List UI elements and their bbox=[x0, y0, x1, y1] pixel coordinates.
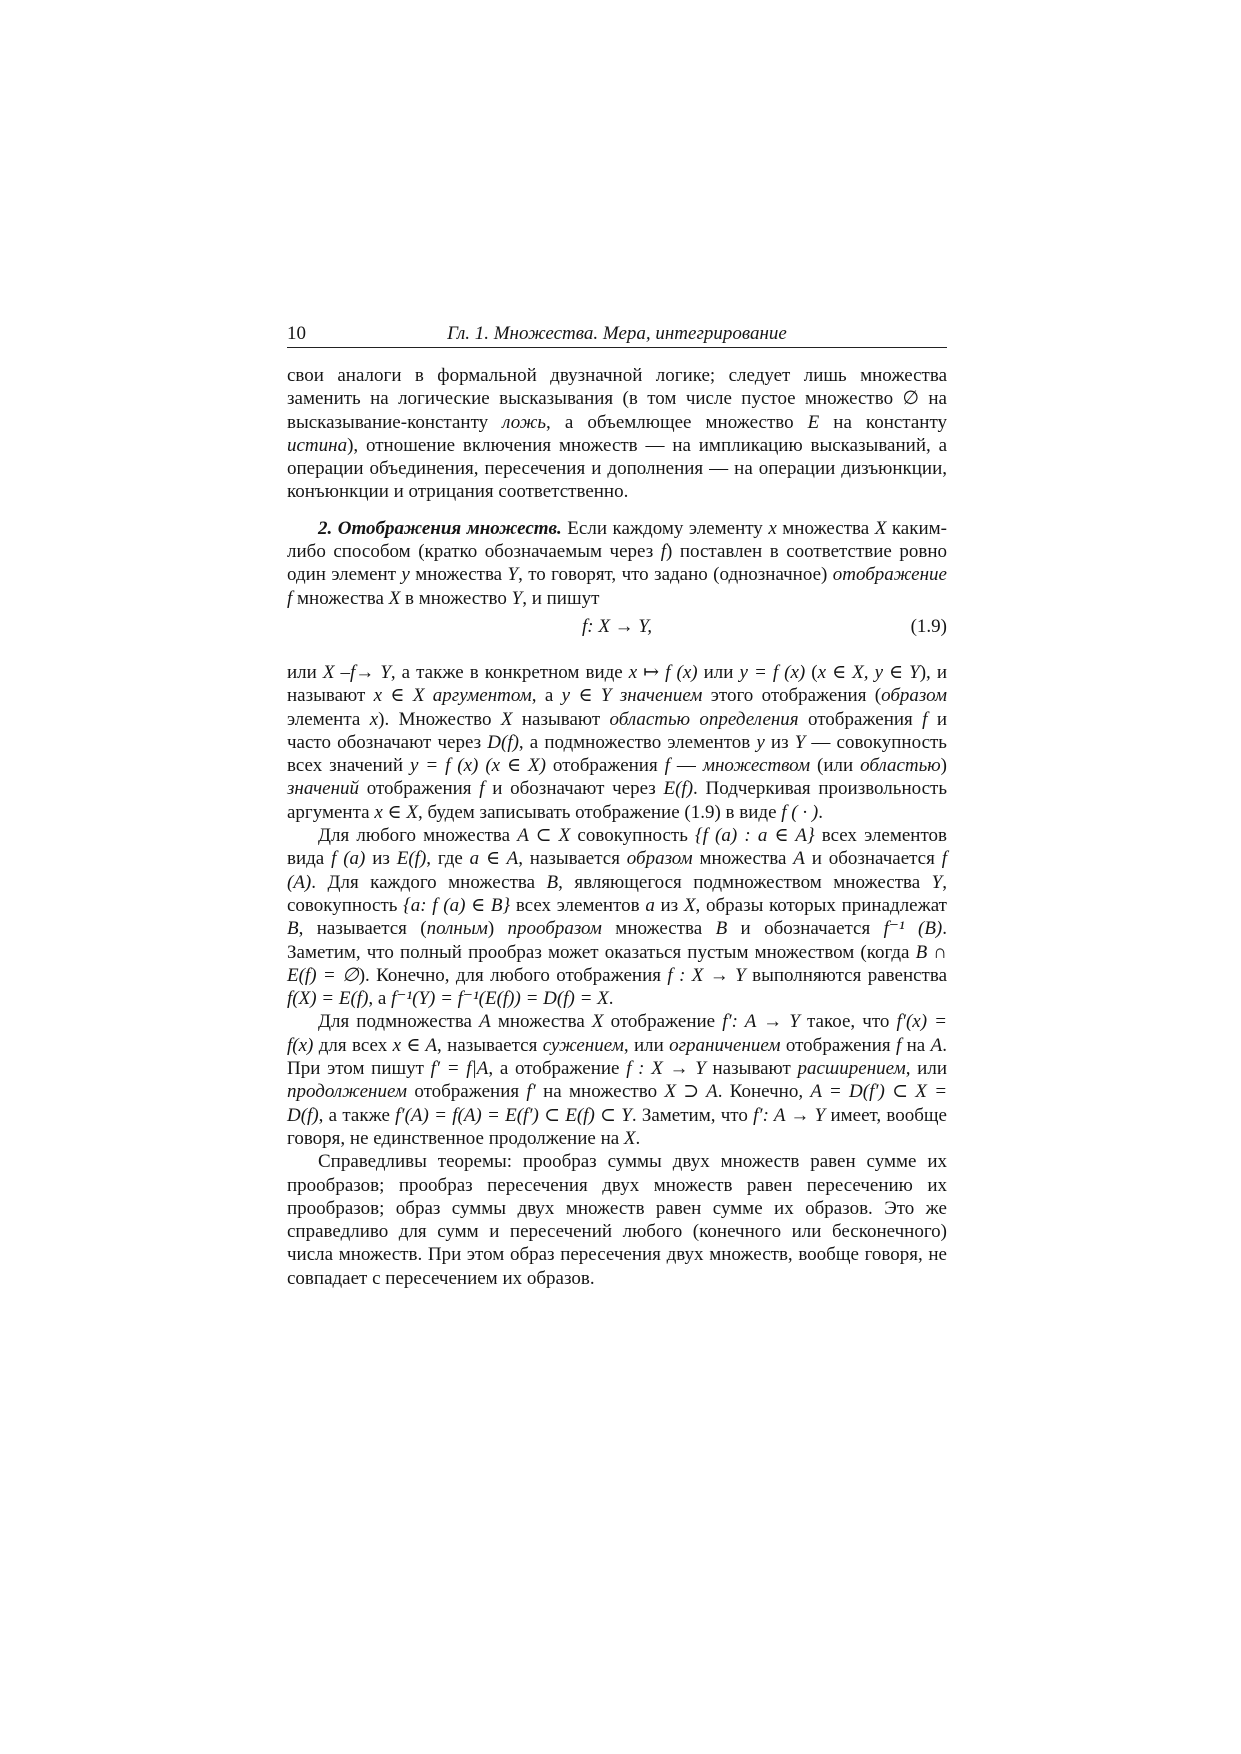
italic-term: x ∈ X bbox=[373, 685, 425, 707]
text-run: отображение bbox=[603, 1011, 723, 1033]
text-run: — совокупность всех значений bbox=[287, 731, 947, 777]
text-run: отображения bbox=[407, 1081, 527, 1103]
italic-term: B bbox=[287, 918, 299, 940]
text-run: всех элементов вида bbox=[287, 825, 947, 870]
text-run: . bbox=[818, 801, 823, 823]
text-run: , а bbox=[368, 988, 392, 1010]
italic-term: Y bbox=[931, 871, 943, 893]
text-run: отображения bbox=[359, 778, 480, 800]
text-run: Для любого множества bbox=[318, 825, 518, 847]
text-run: из bbox=[365, 848, 397, 870]
italic-term: f′: A → Y bbox=[722, 1011, 800, 1033]
text-run: Если каждому элементу bbox=[561, 517, 769, 539]
text-run: отображения bbox=[780, 1034, 896, 1056]
italic-term: ограничением bbox=[669, 1034, 781, 1056]
italic-term: A ⊂ X bbox=[517, 825, 571, 847]
italic-term: отображение bbox=[832, 564, 947, 586]
text-run: . bbox=[608, 988, 614, 1010]
italic-term: значением bbox=[619, 685, 703, 707]
text-run: (или bbox=[810, 755, 861, 777]
italic-term: областью bbox=[860, 755, 941, 777]
text-run: , или bbox=[905, 1058, 947, 1080]
italic-term: f : X → Y bbox=[626, 1058, 706, 1080]
italic-term: f ( · ) bbox=[781, 801, 819, 823]
italic-term: f (A) bbox=[287, 848, 947, 893]
text-run: , называется bbox=[518, 848, 627, 870]
text-run: , а bbox=[531, 685, 562, 707]
paragraph-theorems bbox=[287, 1150, 947, 1290]
text-run: и часто обозначают через bbox=[287, 708, 947, 753]
italic-term: a ∈ A bbox=[469, 848, 519, 870]
italic-term: образом bbox=[626, 848, 693, 870]
italic-term: E(f) bbox=[396, 848, 427, 870]
italic-term: полным bbox=[426, 918, 488, 940]
italic-term: f′ = f|A bbox=[430, 1058, 489, 1080]
text-run: , или bbox=[623, 1034, 670, 1056]
italic-term: x ∈ A bbox=[392, 1034, 438, 1056]
text-run: , совокупность bbox=[287, 871, 947, 916]
text-run: , являющегося подмножеством множества bbox=[558, 871, 932, 893]
text-run: ) поставлен в соответствие ровно один элемент bbox=[287, 541, 947, 586]
equation-formula: f: X → Y, bbox=[581, 615, 653, 637]
italic-term: D(f) bbox=[487, 731, 519, 753]
text-run: этого отображения ( bbox=[702, 685, 882, 707]
text-run: множества bbox=[409, 564, 508, 586]
text-run: называют bbox=[512, 708, 610, 730]
text-run: отображения bbox=[545, 755, 665, 777]
text-run: на bbox=[901, 1034, 931, 1056]
text-run: и обозначают через bbox=[484, 778, 664, 800]
italic-term: f : X → Y bbox=[667, 964, 746, 986]
text-run: каким-либо способом (кратко обозначаемым через bbox=[287, 517, 947, 563]
italic-term: множеством bbox=[702, 755, 811, 777]
italic-term: образом bbox=[881, 685, 947, 707]
paragraph-domain-range bbox=[287, 661, 947, 824]
italic-term: f(X) = E(f) bbox=[287, 988, 369, 1010]
italic-term: A bbox=[479, 1011, 491, 1033]
text-run: , то говорят, что задано (однозначное) bbox=[518, 564, 833, 586]
text-run: . bbox=[635, 1127, 641, 1149]
paragraph-logic-analogues bbox=[287, 364, 947, 504]
italic-term: x bbox=[768, 517, 777, 539]
italic-term: X ⊃ A bbox=[664, 1081, 718, 1103]
italic-term: f⁻¹(Y) = f⁻¹(E(f)) = D(f) = X bbox=[391, 988, 609, 1010]
italic-term: f bbox=[660, 541, 667, 563]
text-run: свои аналоги в формальной двузначной логике; следует лишь множества заменить на логические высказывания (в том числе пустое множество ∅ на высказывание-константу bbox=[287, 365, 947, 433]
italic-term: y bbox=[401, 564, 410, 586]
italic-term: y ∈ Y bbox=[561, 685, 612, 707]
running-title: Гл. 1. Множества. Мера, интегрирование bbox=[447, 323, 787, 344]
text-run: ( bbox=[805, 661, 818, 683]
italic-term: Y bbox=[794, 731, 806, 753]
text-run: . Подчеркивая произвольность аргумента bbox=[287, 778, 947, 823]
text-run: Для подмножества bbox=[318, 1011, 480, 1033]
text-run: ) bbox=[487, 918, 508, 940]
text-run bbox=[611, 685, 619, 706]
italic-term: сужением bbox=[542, 1034, 624, 1056]
italic-term: продолжением bbox=[287, 1081, 408, 1103]
italic-term: E bbox=[807, 411, 820, 433]
text-run: , и пишут bbox=[522, 587, 600, 609]
italic-term: f′(A) = f(A) = E(f′) ⊂ E(f) ⊂ Y bbox=[395, 1104, 632, 1126]
italic-term: B ∩ E(f) = ∅ bbox=[287, 941, 948, 986]
italic-term: f bbox=[664, 755, 670, 777]
italic-term: f′(x) = f(x) bbox=[287, 1011, 948, 1056]
text-run: . Заметим, что полный прообраз может оказаться пустым множеством (когда bbox=[287, 918, 947, 963]
italic-term: {f (a) : a ∈ A} bbox=[695, 825, 815, 847]
italic-term: истина bbox=[287, 434, 348, 456]
text-run: ). Конечно, для любого отображения bbox=[358, 964, 668, 986]
italic-term: f bbox=[479, 778, 485, 800]
text-run: ) bbox=[940, 755, 947, 777]
text-run: выполняются равенства bbox=[745, 964, 948, 986]
text-run: из bbox=[654, 894, 684, 916]
italic-term: x ↦ f (x) bbox=[628, 661, 698, 683]
text-run: множества bbox=[776, 517, 875, 539]
text-run: . Конечно, bbox=[717, 1081, 811, 1103]
text-run: имеет, вообще говоря, не единственное продолжение на bbox=[287, 1104, 947, 1149]
text-run: , а отображение bbox=[488, 1058, 627, 1080]
italic-term: X bbox=[623, 1127, 636, 1149]
italic-term: B bbox=[715, 918, 728, 940]
text-run: и обозначается bbox=[804, 848, 942, 870]
text-run: , где bbox=[426, 848, 470, 870]
paragraph-image-preimage bbox=[287, 824, 947, 1010]
text-run: . Для каждого множества bbox=[311, 871, 547, 893]
text-run: . При этом пишут bbox=[287, 1034, 947, 1080]
text-run: совокупность bbox=[570, 825, 696, 847]
text-run: ), отношение включения множеств — на импликацию высказываний, а операции объединения, пересечения и дополнения — на операции дизъюнкции, конъюнкции и отрицания соответственно. bbox=[287, 434, 947, 503]
italic-term: Y bbox=[507, 564, 519, 586]
text-run: множества bbox=[292, 587, 389, 609]
italic-term: A = D(f′) ⊂ X = D(f) bbox=[287, 1081, 948, 1126]
text-run: , образы которых принадлежат bbox=[695, 894, 947, 916]
italic-term: прообразом bbox=[507, 918, 602, 940]
text-run: и обозначается bbox=[727, 918, 884, 940]
text-run: ). Множество bbox=[378, 708, 501, 730]
italic-term: f⁻¹ (B) bbox=[883, 918, 943, 940]
page-number: 10 bbox=[287, 323, 306, 344]
italic-term: f′: A → Y bbox=[753, 1104, 826, 1126]
text-run: , а подмножество элементов bbox=[518, 731, 757, 753]
text-run: , а также bbox=[318, 1104, 396, 1126]
paragraph-mappings-definition bbox=[287, 517, 947, 610]
page-header bbox=[287, 320, 947, 348]
italic-term: ложь bbox=[502, 411, 547, 433]
text-run: на множество bbox=[535, 1081, 665, 1103]
text-run: , называется bbox=[437, 1034, 543, 1056]
text-run: такое, что bbox=[799, 1011, 897, 1033]
text-run: множества bbox=[692, 848, 794, 870]
italic-term: X bbox=[388, 587, 401, 609]
equation-1-9 bbox=[287, 612, 947, 661]
italic-term: y = f (x) (x ∈ X) bbox=[409, 755, 546, 777]
text-run bbox=[424, 685, 432, 706]
text-run: или bbox=[697, 661, 740, 683]
italic-term: X bbox=[500, 708, 513, 730]
italic-term: E(f) bbox=[663, 778, 694, 800]
italic-term: X –f→ Y bbox=[322, 661, 391, 683]
text-run: , а объемлющее множество bbox=[546, 411, 808, 433]
italic-term: y bbox=[756, 731, 765, 753]
italic-term: расширением bbox=[797, 1058, 906, 1080]
text-run: , будем записывать отображение (1.9) в виде bbox=[417, 801, 782, 823]
italic-term: f bbox=[922, 708, 928, 730]
text-run: . Заметим, что bbox=[631, 1104, 754, 1126]
section-heading: 2. Отображения множеств. bbox=[318, 517, 562, 539]
italic-term: f (a) bbox=[331, 848, 366, 870]
italic-term: областью определения bbox=[609, 708, 799, 730]
italic-term: x ∈ X bbox=[374, 801, 418, 823]
italic-term: X bbox=[683, 894, 696, 916]
text-run: называют bbox=[705, 1058, 798, 1080]
italic-term: X bbox=[591, 1011, 604, 1033]
text-run: , называется ( bbox=[298, 918, 427, 940]
text-run: множества bbox=[601, 918, 716, 940]
body-text bbox=[287, 364, 947, 1290]
text-run: в множество bbox=[400, 587, 512, 609]
italic-term: a bbox=[645, 894, 655, 916]
italic-term: f bbox=[287, 587, 293, 609]
text-run: или bbox=[287, 661, 323, 683]
italic-term: B bbox=[546, 871, 559, 893]
paragraph-restriction-extension bbox=[287, 1010, 947, 1150]
italic-term: x bbox=[369, 708, 379, 730]
italic-term: X bbox=[874, 517, 887, 539]
italic-term: значений bbox=[287, 778, 360, 800]
italic-term: Y bbox=[511, 587, 523, 609]
italic-term: f′ bbox=[526, 1081, 536, 1103]
italic-term: аргументом bbox=[432, 685, 532, 707]
italic-term: y = f (x) bbox=[739, 661, 806, 683]
italic-term: {a: f (a) ∈ B} bbox=[403, 894, 511, 916]
text-run: — bbox=[669, 755, 703, 777]
text-run: отображения bbox=[798, 708, 923, 730]
italic-term: A bbox=[930, 1034, 943, 1056]
italic-term: x ∈ X, y ∈ Y bbox=[817, 661, 920, 683]
text-run: элемента bbox=[287, 708, 370, 730]
text-run: всех элементов bbox=[510, 894, 646, 916]
equation-number: (1.9) bbox=[910, 615, 947, 637]
text-run: множества bbox=[490, 1011, 592, 1033]
text-run: для всех bbox=[313, 1034, 393, 1056]
text-run: ), и называют bbox=[287, 661, 948, 707]
italic-term: f bbox=[896, 1034, 902, 1056]
text-run: , а также в конкретном виде bbox=[390, 661, 629, 683]
italic-term: A bbox=[793, 848, 805, 870]
text-run: Справедливы теоремы: прообраз суммы двух множеств равен сумме их прообразов; прообраз пересечения двух множеств равен пересечению их прообразов; образ суммы двух множеств равен сумме их образов. Это же справедливо для сумм и пересечений любого (конечного или бесконечного) числа множеств. При этом образ пересечения двух множеств, вообще говоря, не совпадает с пересечением их образов. bbox=[287, 1151, 947, 1289]
text-run: из bbox=[764, 731, 795, 753]
text-run: на константу bbox=[819, 411, 947, 433]
